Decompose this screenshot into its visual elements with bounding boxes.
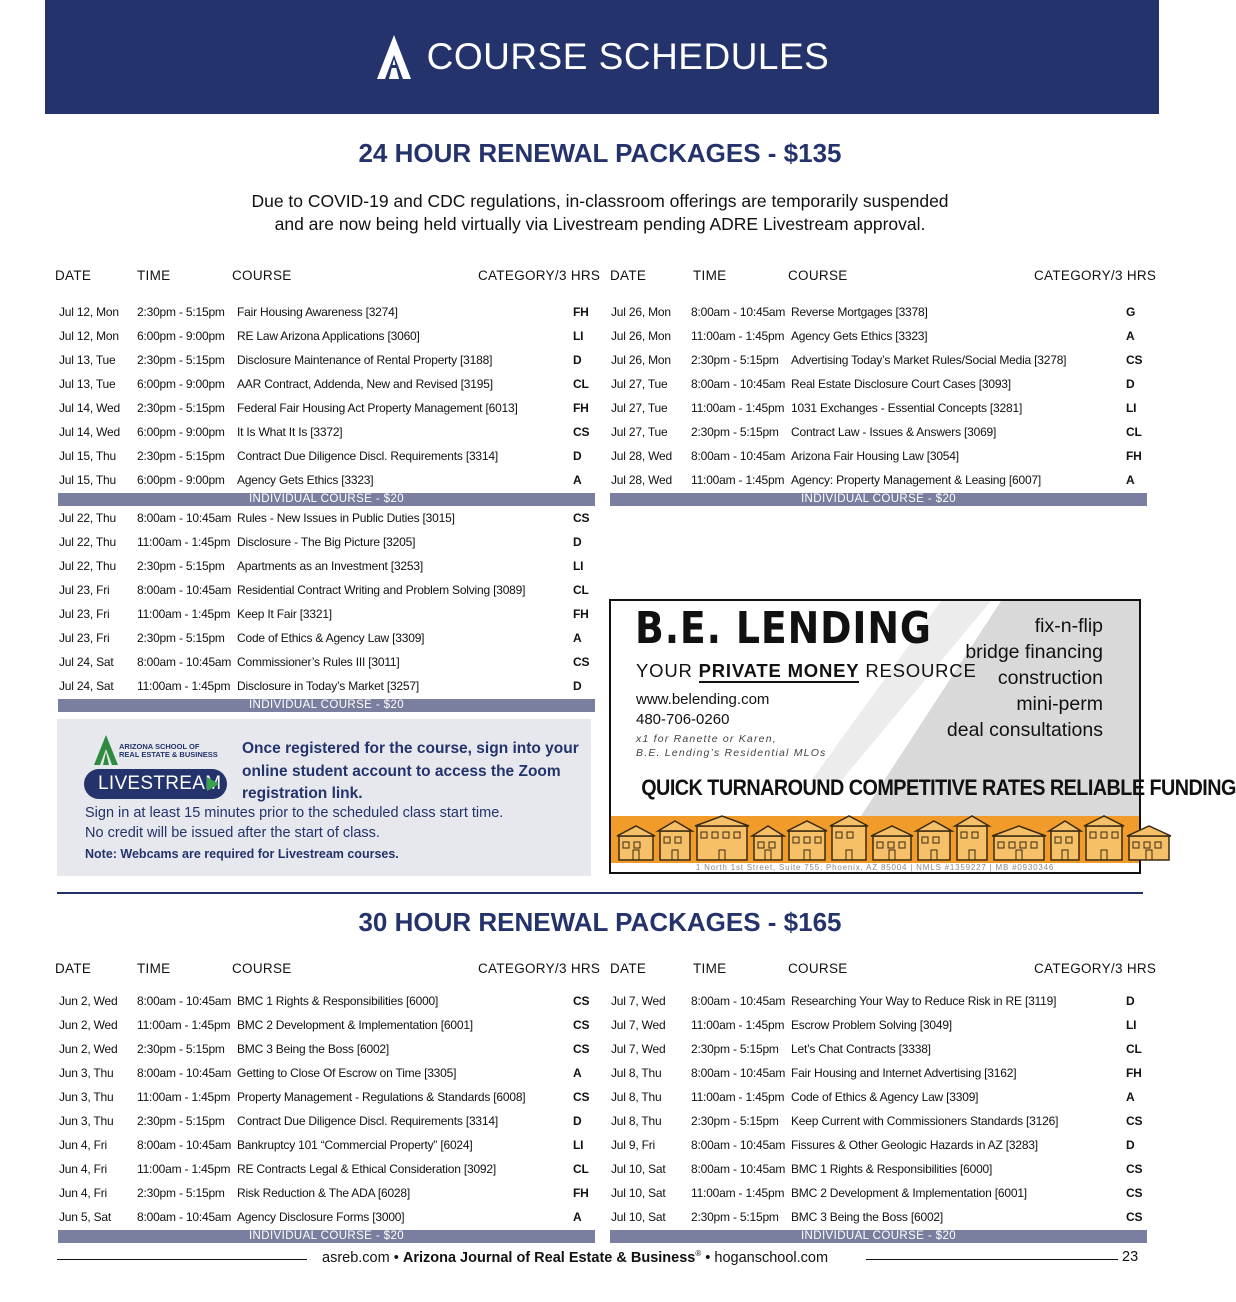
- table-row: [59, 396, 599, 420]
- table-row: [59, 1157, 599, 1181]
- category-cell: LI: [1126, 401, 1137, 415]
- time-cell: 11:00am - 1:45pm: [691, 473, 785, 487]
- course-cell: Agency Gets Ethics [3323]: [791, 329, 928, 343]
- date-cell: Jun 5, Sat: [59, 1210, 112, 1224]
- school-tower-icon: [93, 735, 119, 765]
- date-cell: Jul 7, Wed: [611, 1018, 666, 1032]
- time-cell: 8:00am - 10:45am: [137, 511, 232, 525]
- course-cell: BMC 1 Rights & Responsibilities [6000]: [237, 994, 439, 1008]
- category-cell: CS: [573, 655, 590, 669]
- course-cell: Apartments as an Investment [3253]: [237, 559, 423, 573]
- time-cell: 8:00am - 10:45am: [137, 1138, 232, 1152]
- col-date: DATE: [610, 268, 647, 283]
- table-row: [611, 1157, 1151, 1181]
- date-cell: Jul 14, Wed: [59, 401, 120, 415]
- date-cell: Jul 8, Thu: [611, 1114, 662, 1128]
- table-row: [59, 650, 599, 674]
- table-row: [59, 300, 599, 324]
- course-cell: Contract Law - Issues & Answers [3069]: [791, 425, 997, 439]
- course-cell: Escrow Problem Solving [3049]: [791, 1018, 952, 1032]
- category-cell: D: [573, 1114, 582, 1128]
- individual-course-bar: INDIVIDUAL COURSE - $20: [58, 493, 595, 506]
- ad-benefits-strip: QUICK TURNAROUND COMPETITIVE RATES RELIABLE FUNDING: [641, 775, 1236, 800]
- course-cell: BMC 2 Development & Implementation [6001]: [791, 1186, 1027, 1200]
- header-banner: [45, 0, 1159, 114]
- col-time: TIME: [137, 268, 171, 283]
- course-cell: It Is What It Is [3372]: [237, 425, 343, 439]
- table-row: [611, 1013, 1151, 1037]
- time-cell: 2:30pm - 5:15pm: [137, 1114, 225, 1128]
- time-cell: 11:00am - 1:45pm: [691, 1018, 785, 1032]
- date-cell: Jul 23, Fri: [59, 607, 110, 621]
- category-cell: FH: [1126, 449, 1142, 463]
- course-cell: Contract Due Diligence Discl. Requirements [3314]: [237, 1114, 498, 1128]
- category-cell: FH: [573, 401, 589, 415]
- course-cell: Fair Housing Awareness [3274]: [237, 305, 398, 319]
- time-cell: 6:00pm - 9:00pm: [137, 473, 225, 487]
- course-cell: Code of Ethics & Agency Law [3309]: [791, 1090, 979, 1104]
- time-cell: 8:00am - 10:45am: [691, 1162, 786, 1176]
- course-cell: Bankruptcy 101 “Commercial Property” [6024]: [237, 1138, 473, 1152]
- ad-services-list: [947, 613, 1103, 743]
- category-cell: LI: [573, 1138, 584, 1152]
- table-row: [59, 468, 599, 492]
- livestream-info-box: [57, 719, 591, 876]
- be-lending-ad: [609, 599, 1236, 874]
- time-cell: 8:00am - 10:45am: [691, 1138, 786, 1152]
- category-cell: A: [1126, 329, 1135, 343]
- ad-service-item: deal consultations: [946, 719, 1103, 741]
- webcam-note: Note: Webcams are required for Livestream courses.: [85, 847, 399, 861]
- livestream-message: Once registered for the course, sign into your online student account to access the Zoom registration link.: [242, 740, 579, 802]
- table-row: [59, 989, 599, 1013]
- course-cell: Fair Housing and Internet Advertising [3162]: [791, 1066, 1017, 1080]
- course-cell: Disclosure Maintenance of Rental Property [3188]: [237, 353, 493, 367]
- table-row: [59, 1181, 599, 1205]
- play-icon: [207, 777, 219, 791]
- col-course: COURSE: [232, 268, 292, 283]
- date-cell: Jul 14, Wed: [59, 425, 120, 439]
- time-cell: 2:30pm - 5:15pm: [137, 449, 225, 463]
- table-row: [59, 602, 599, 626]
- time-cell: 2:30pm - 5:15pm: [691, 1114, 779, 1128]
- time-cell: 6:00pm - 9:00pm: [137, 425, 225, 439]
- table-row: [59, 324, 599, 348]
- course-cell: Advertising Today’s Market Rules/Social Media [3278]: [791, 353, 1067, 367]
- course-cell: BMC 3 Being the Boss [6002]: [791, 1210, 944, 1224]
- date-cell: Jul 7, Wed: [611, 994, 666, 1008]
- table-row: [59, 506, 599, 530]
- footer-journal: Arizona Journal of Real Estate & Business: [402, 1249, 696, 1266]
- course-cell: Let’s Chat Contracts [3338]: [791, 1042, 931, 1056]
- col-category: CATEGORY/3 HRS: [478, 268, 601, 283]
- notice-line-1: Due to COVID-19 and CDC regulations, in-classroom offerings are temporarily suspended: [251, 191, 949, 211]
- course-cell: Contract Due Diligence Discl. Requirements [3314]: [237, 449, 498, 463]
- date-cell: Jul 8, Thu: [611, 1090, 662, 1104]
- date-cell: Jul 23, Fri: [59, 631, 110, 645]
- course-cell: Keep It Fair [3321]: [237, 607, 332, 621]
- time-cell: 11:00am - 1:45pm: [691, 1186, 785, 1200]
- ad-address: 1 North 1st Street, Suite 755, Phoenix, AZ 85004 | NMLS #1359227 | MB #0930346: [695, 863, 1055, 872]
- table-row: [59, 372, 599, 396]
- time-cell: 2:30pm - 5:15pm: [137, 353, 225, 367]
- category-cell: FH: [573, 1186, 589, 1200]
- time-cell: 8:00am - 10:45am: [137, 994, 232, 1008]
- course-cell: Reverse Mortgages [3378]: [791, 305, 928, 319]
- category-cell: A: [1126, 1090, 1135, 1104]
- ad-brand: B.E. LENDING: [635, 603, 932, 654]
- col-course: COURSE: [788, 961, 848, 976]
- course-cell: Real Estate Disclosure Court Cases [3093]: [791, 377, 1011, 391]
- date-cell: Jul 22, Thu: [59, 511, 116, 525]
- table-row: [59, 1037, 599, 1061]
- table-row: [59, 626, 599, 650]
- table-row: [59, 1085, 599, 1109]
- date-cell: Jun 4, Fri: [59, 1162, 108, 1176]
- time-cell: 11:00am - 1:45pm: [137, 535, 231, 549]
- date-cell: Jun 3, Thu: [59, 1066, 114, 1080]
- time-cell: 11:00am - 1:45pm: [137, 1018, 231, 1032]
- time-cell: 8:00am - 10:45am: [691, 377, 786, 391]
- time-cell: 11:00am - 1:45pm: [137, 607, 231, 621]
- course-cell: Risk Reduction & The ADA [6028]: [237, 1186, 411, 1200]
- table-row: [611, 300, 1151, 324]
- category-cell: A: [1126, 473, 1135, 487]
- date-cell: Jul 27, Tue: [611, 377, 668, 391]
- table-row: [611, 468, 1151, 492]
- page-number: 23: [1122, 1249, 1139, 1265]
- category-cell: CS: [1126, 1186, 1143, 1200]
- category-cell: G: [1126, 305, 1136, 319]
- course-cell: AAR Contract, Addenda, New and Revised [3195]: [237, 377, 493, 391]
- footer-rule-right: [866, 1259, 1118, 1260]
- course-cell: RE Law Arizona Applications [3060]: [237, 329, 420, 343]
- table-row: [611, 420, 1151, 444]
- school-name: ARIZONA SCHOOL OF REAL ESTATE & BUSINESS: [119, 742, 218, 759]
- col-time: TIME: [693, 961, 727, 976]
- table-row: [611, 1133, 1151, 1157]
- time-cell: 2:30pm - 5:15pm: [691, 425, 779, 439]
- course-cell: Getting to Close Of Escrow on Time [3305]: [237, 1066, 457, 1080]
- category-cell: D: [573, 353, 582, 367]
- course-cell: Disclosure - The Big Picture [3205]: [237, 535, 416, 549]
- table-row: [59, 578, 599, 602]
- individual-course-bar: INDIVIDUAL COURSE - $20: [610, 1230, 1147, 1243]
- ad-mlo-note: x1 for Ranette or Karen, B.E. Lending’s Residential MLOs: [636, 733, 827, 759]
- category-cell: D: [573, 449, 582, 463]
- category-cell: LI: [1126, 1018, 1137, 1032]
- col-time: TIME: [693, 268, 727, 283]
- table-row: [611, 444, 1151, 468]
- section-24-title: 24 HOUR RENEWAL PACKAGES - $135: [358, 138, 842, 168]
- table-row: [59, 444, 599, 468]
- date-cell: Jul 8, Thu: [611, 1066, 662, 1080]
- date-cell: Jul 10, Sat: [611, 1162, 666, 1176]
- table-row: [59, 420, 599, 444]
- date-cell: Jun 4, Fri: [59, 1186, 108, 1200]
- category-cell: CS: [573, 994, 590, 1008]
- category-cell: CS: [573, 425, 590, 439]
- category-cell: LI: [573, 329, 584, 343]
- table-row: [59, 530, 599, 554]
- footer-link-hogan[interactable]: hoganschool.com: [714, 1249, 829, 1266]
- houses-icon: [611, 816, 1139, 863]
- date-cell: Jul 7, Wed: [611, 1042, 666, 1056]
- course-cell: Agency Disclosure Forms [3000]: [237, 1210, 405, 1224]
- page-header-title: COURSE SCHEDULES: [426, 36, 830, 77]
- ad-service-item: fix-n-flip: [1034, 615, 1103, 637]
- table-row: [611, 372, 1151, 396]
- time-cell: 2:30pm - 5:15pm: [691, 1042, 779, 1056]
- time-cell: 11:00am - 1:45pm: [137, 1162, 231, 1176]
- category-cell: CS: [573, 1042, 590, 1056]
- table-row: [611, 324, 1151, 348]
- time-cell: 8:00am - 10:45am: [137, 1066, 232, 1080]
- time-cell: 2:30pm - 5:15pm: [137, 305, 225, 319]
- category-cell: CL: [573, 583, 589, 597]
- date-cell: Jul 15, Thu: [59, 449, 116, 463]
- table-row: [59, 1061, 599, 1085]
- date-cell: Jul 26, Mon: [611, 329, 671, 343]
- page-footer: [0, 1248, 1200, 1270]
- course-cell: Keep Current with Commissioners Standards [3126]: [791, 1114, 1059, 1128]
- section-divider: [57, 892, 1143, 894]
- course-cell: Property Management - Regulations & Standards [6008]: [237, 1090, 526, 1104]
- time-cell: 8:00am - 10:45am: [137, 583, 232, 597]
- category-cell: A: [573, 473, 582, 487]
- col-date: DATE: [55, 268, 92, 283]
- category-cell: A: [573, 1210, 582, 1224]
- ad-service-item: mini-perm: [1016, 693, 1103, 715]
- time-cell: 2:30pm - 5:15pm: [137, 559, 225, 573]
- table-row: [611, 396, 1151, 420]
- category-cell: CS: [1126, 1210, 1143, 1224]
- col-category: CATEGORY/3 HRS: [1034, 268, 1157, 283]
- course-cell: Commissioner’s Rules III [3011]: [237, 655, 400, 669]
- course-cell: Disclosure in Today’s Market [3257]: [237, 679, 419, 693]
- time-cell: 8:00am - 10:45am: [691, 1066, 786, 1080]
- table-row: [611, 348, 1151, 372]
- date-cell: Jul 13, Tue: [59, 353, 116, 367]
- date-cell: Jun 3, Thu: [59, 1114, 114, 1128]
- time-cell: 8:00am - 10:45am: [137, 1210, 232, 1224]
- time-cell: 2:30pm - 5:15pm: [137, 631, 225, 645]
- ad-website-link[interactable]: www.belending.com: [636, 691, 770, 708]
- course-cell: Rules - New Issues in Public Duties [3015]: [237, 511, 455, 525]
- table-row: [611, 989, 1151, 1013]
- col-course: COURSE: [232, 961, 292, 976]
- date-cell: Jul 27, Tue: [611, 425, 668, 439]
- date-cell: Jun 4, Fri: [59, 1138, 108, 1152]
- time-cell: 6:00pm - 9:00pm: [137, 377, 225, 391]
- date-cell: Jul 22, Thu: [59, 559, 116, 573]
- category-cell: A: [573, 1066, 582, 1080]
- date-cell: Jul 23, Fri: [59, 583, 110, 597]
- col-category: CATEGORY/3 HRS: [1034, 961, 1157, 976]
- category-cell: D: [573, 679, 582, 693]
- footer-link-asreb[interactable]: asreb.com: [322, 1249, 390, 1266]
- date-cell: Jun 2, Wed: [59, 994, 118, 1008]
- course-cell: BMC 1 Rights & Responsibilities [6000]: [791, 1162, 993, 1176]
- time-cell: 2:30pm - 5:15pm: [137, 401, 225, 415]
- ad-tagline: YOUR PRIVATE MONEY RESOURCE: [636, 660, 977, 681]
- table-row: [59, 1133, 599, 1157]
- date-cell: Jul 27, Tue: [611, 401, 668, 415]
- date-cell: Jul 10, Sat: [611, 1186, 666, 1200]
- date-cell: Jul 15, Thu: [59, 473, 116, 487]
- ad-service-item: construction: [997, 667, 1103, 689]
- course-cell: Agency: Property Management & Leasing [6007]: [791, 473, 1042, 487]
- date-cell: Jul 12, Mon: [59, 305, 119, 319]
- category-cell: D: [1126, 994, 1135, 1008]
- course-cell: Arizona Fair Housing Law [3054]: [791, 449, 959, 463]
- footer-rule-left: [57, 1259, 307, 1260]
- school-tower-icon: [375, 35, 413, 79]
- table-row: [611, 1061, 1151, 1085]
- category-cell: CL: [1126, 1042, 1142, 1056]
- table-row: [59, 348, 599, 372]
- footer-text: asreb.com • Arizona Journal of Real Estate & Business® • hoganschool.com: [322, 1249, 829, 1266]
- table-row: [59, 1109, 599, 1133]
- individual-course-bar: INDIVIDUAL COURSE - $20: [58, 1230, 595, 1243]
- date-cell: Jul 26, Mon: [611, 353, 671, 367]
- col-time: TIME: [137, 961, 171, 976]
- time-cell: 2:30pm - 5:15pm: [137, 1186, 225, 1200]
- course-cell: Agency Gets Ethics [3323]: [237, 473, 374, 487]
- date-cell: Jul 26, Mon: [611, 305, 671, 319]
- date-cell: Jul 12, Mon: [59, 329, 119, 343]
- table-row: [59, 674, 599, 698]
- date-cell: Jul 13, Tue: [59, 377, 116, 391]
- category-cell: D: [1126, 1138, 1135, 1152]
- individual-course-bar: INDIVIDUAL COURSE - $20: [610, 493, 1147, 506]
- time-cell: 8:00am - 10:45am: [691, 994, 786, 1008]
- ad-houses-illustration: [611, 816, 1139, 863]
- date-cell: Jun 2, Wed: [59, 1018, 118, 1032]
- category-cell: A: [573, 631, 582, 645]
- category-cell: FH: [573, 305, 589, 319]
- table-row: [611, 1037, 1151, 1061]
- category-cell: D: [573, 535, 582, 549]
- school-logo: [93, 735, 243, 765]
- table-row: [611, 1181, 1151, 1205]
- time-cell: 2:30pm - 5:15pm: [691, 353, 779, 367]
- category-cell: CL: [573, 377, 589, 391]
- date-cell: Jun 3, Thu: [59, 1090, 114, 1104]
- category-cell: CS: [1126, 353, 1143, 367]
- category-cell: CS: [573, 1018, 590, 1032]
- ad-service-item: bridge financing: [965, 641, 1103, 663]
- col-category: CATEGORY/3 HRS: [478, 961, 601, 976]
- time-cell: 8:00am - 10:45am: [137, 655, 232, 669]
- time-cell: 11:00am - 1:45pm: [137, 1090, 231, 1104]
- course-cell: Fissures & Other Geologic Hazards in AZ [3283]: [791, 1138, 1038, 1152]
- individual-course-bar: INDIVIDUAL COURSE - $20: [58, 699, 595, 712]
- time-cell: 2:30pm - 5:15pm: [137, 1042, 225, 1056]
- table-row: [59, 554, 599, 578]
- course-cell: Federal Fair Housing Act Property Management [6013]: [237, 401, 518, 415]
- col-course: COURSE: [788, 268, 848, 283]
- table-row: [611, 1085, 1151, 1109]
- table-row: [611, 1109, 1151, 1133]
- date-cell: Jun 2, Wed: [59, 1042, 118, 1056]
- date-cell: Jul 28, Wed: [611, 473, 672, 487]
- time-cell: 8:00am - 10:45am: [691, 305, 786, 319]
- date-cell: Jul 22, Thu: [59, 535, 116, 549]
- category-cell: CS: [573, 511, 590, 525]
- livestream-instructions: Sign in at least 15 minutes prior to the scheduled class start time. No credit will be issued after the start of class.: [85, 805, 504, 841]
- time-cell: 11:00am - 1:45pm: [691, 1090, 785, 1104]
- course-cell: Residential Contract Writing and Problem Solving [3089]: [237, 583, 526, 597]
- category-cell: LI: [573, 559, 584, 573]
- course-cell: Researching Your Way to Reduce Risk in RE [3119]: [791, 994, 1057, 1008]
- covid-notice: [0, 190, 1200, 236]
- course-cell: Code of Ethics & Agency Law [3309]: [237, 631, 425, 645]
- time-cell: 2:30pm - 5:15pm: [691, 1210, 779, 1224]
- livestream-badge: LIVESTREAM: [84, 769, 227, 799]
- time-cell: 11:00am - 1:45pm: [691, 329, 785, 343]
- col-date: DATE: [55, 961, 92, 976]
- date-cell: Jul 28, Wed: [611, 449, 672, 463]
- course-cell: 1031 Exchanges - Essential Concepts [3281]: [791, 401, 1023, 415]
- table-row: [611, 1205, 1151, 1229]
- category-cell: CS: [573, 1090, 590, 1104]
- date-cell: Jul 9, Fri: [611, 1138, 656, 1152]
- time-cell: 8:00am - 10:45am: [691, 449, 786, 463]
- ad-phone: 480-706-0260: [636, 711, 730, 728]
- table-row: [59, 1013, 599, 1037]
- date-cell: Jul 10, Sat: [611, 1210, 666, 1224]
- category-cell: CS: [1126, 1162, 1143, 1176]
- category-cell: FH: [1126, 1066, 1142, 1080]
- category-cell: CL: [573, 1162, 589, 1176]
- time-cell: 11:00am - 1:45pm: [691, 401, 785, 415]
- notice-line-2: and are now being held virtually via Livestream pending ADRE Livestream approval.: [274, 214, 926, 234]
- time-cell: 11:00am - 1:45pm: [137, 679, 231, 693]
- category-cell: CS: [1126, 1114, 1143, 1128]
- section-30-title: 30 HOUR RENEWAL PACKAGES - $165: [358, 907, 842, 937]
- course-cell: BMC 2 Development & Implementation [6001]: [237, 1018, 473, 1032]
- category-cell: D: [1126, 377, 1135, 391]
- course-cell: BMC 3 Being the Boss [6002]: [237, 1042, 390, 1056]
- time-cell: 6:00pm - 9:00pm: [137, 329, 225, 343]
- date-cell: Jul 24, Sat: [59, 679, 114, 693]
- course-cell: RE Contracts Legal & Ethical Consideration [3092]: [237, 1162, 497, 1176]
- date-cell: Jul 24, Sat: [59, 655, 114, 669]
- col-date: DATE: [610, 961, 647, 976]
- table-row: [59, 1205, 599, 1229]
- category-cell: CL: [1126, 425, 1142, 439]
- category-cell: FH: [573, 607, 589, 621]
